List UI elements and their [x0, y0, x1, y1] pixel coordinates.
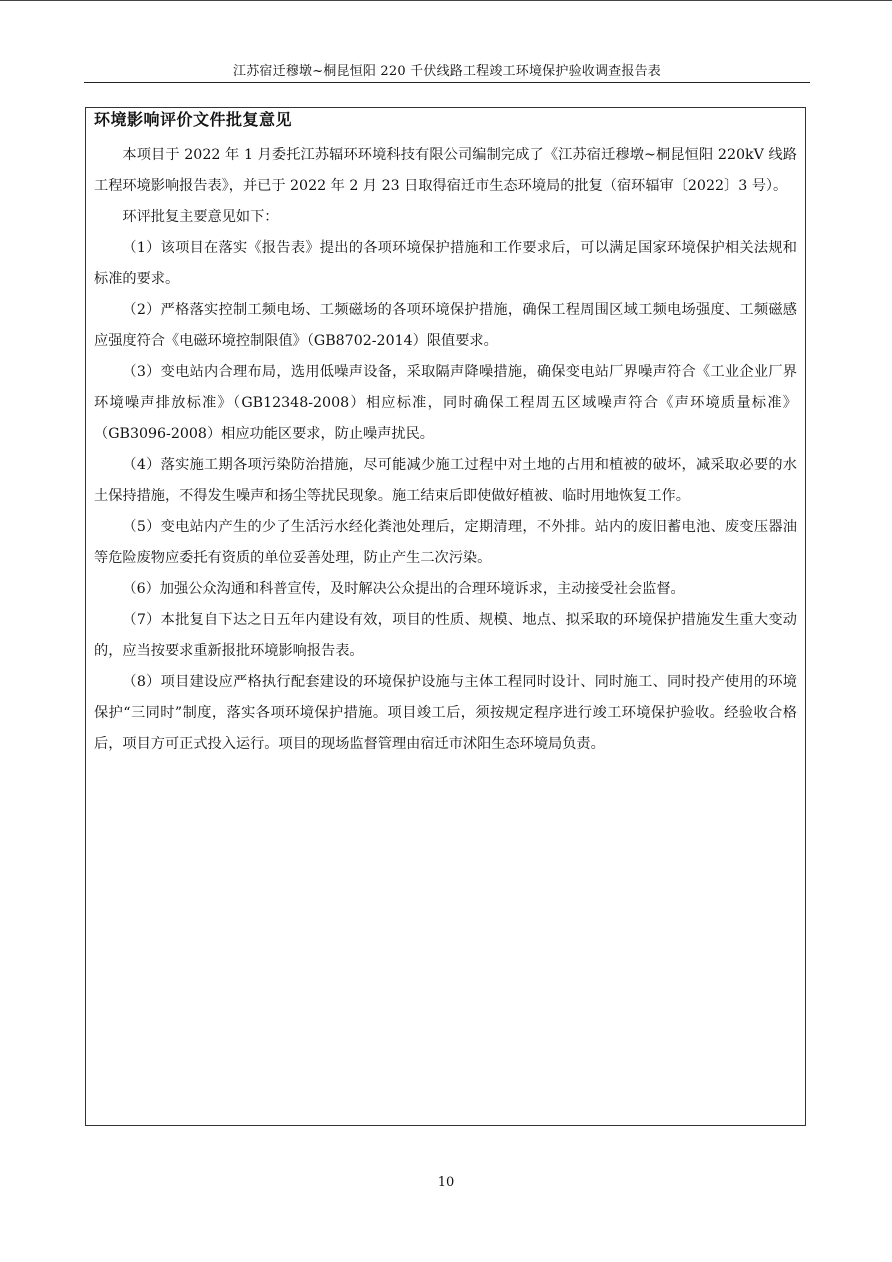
header-rule	[84, 82, 810, 83]
opinion-item-6: （6）加强公众沟通和科普宣传，及时解决公众提出的合理环境诉求，主动接受社会监督。	[122, 581, 685, 597]
section-title: 环境影响评价文件批复意见	[94, 110, 293, 129]
opinions-lead-paragraph: 环评批复主要意见如下：	[122, 209, 279, 225]
opinion-item-5: （5）变电站内产生的少了生活污水经化粪池处理后，定期清理，不外排。站内的废旧蓄电池、废变压器油等危险废物应委托有资质的单位妥善处理，防止产生二次污染。	[94, 519, 797, 566]
opinion-item-1: （1）该项目在落实《报告表》提出的各项环境保护措施和工作要求后，可以满足国家环境保护相关法规和标准的要求。	[94, 240, 797, 287]
opinion-item-7: （7）本批复自下达之日五年内建设有效，项目的性质、规模、地点、拟采取的环境保护措施发生重大变动的，应当按要求重新报批环境影响报告表。	[94, 612, 797, 659]
opinion-item-2: （2）严格落实控制工频电场、工频磁场的各项环境保护措施，确保工程周围区域工频电场强度、工频磁感应强度符合《电磁环境控制限值》（GB8702-2014）限值要求。	[94, 302, 797, 349]
opinion-item-4: （4）落实施工期各项污染防治措施，尽可能减少施工过程中对土地的占用和植被的破坏，减采取必要的水土保持措施，不得发生噪声和扬尘等扰民现象。施工结束后即使做好植被、临时用地恢复工作。	[94, 457, 797, 504]
opinion-item-8: （8）项目建设应严格执行配套建设的环境保护设施与主体工程同时设计、同时施工、同时投产使用的环境保护“三同时”制度，落实各项环境保护措施。项目竣工后，须按规定程序进行竣工环境保护验收。经验收合格后，项目方可正式投入运行。项目的现场监督管理由宿迁市沭阳生态环境局负责。	[94, 674, 797, 752]
approval-opinion-body	[94, 140, 797, 760]
page-number: 10	[437, 1175, 455, 1190]
opinion-item-3: （3）变电站内合理布局，选用低噪声设备，采取隔声降噪措施，确保变电站厂界噪声符合《工业企业厂界环境噪声排放标准》（GB12348-2008）相应标准，同时确保工程周五区域噪声符合《声环境质量标准》（GB3096-2008）相应功能区要求，防止噪声扰民。	[94, 364, 797, 442]
page-top-rule	[0, 0, 892, 1]
intro-paragraph: 本项目于 2022 年 1 月委托江苏辐环环境科技有限公司编制完成了《江苏宿迁穆墩~桐昆恒阳 220kV 线路工程环境影响报告表》，并已于 2022 年 2 月 23 日取得宿迁市生态环境局的批复（宿环辐审〔2022〕3 号）。	[94, 147, 797, 194]
running-header-title: 江苏宿迁穆墩~桐昆恒阳 220 千伏线路工程竣工环境保护验收调查报告表	[233, 64, 661, 79]
